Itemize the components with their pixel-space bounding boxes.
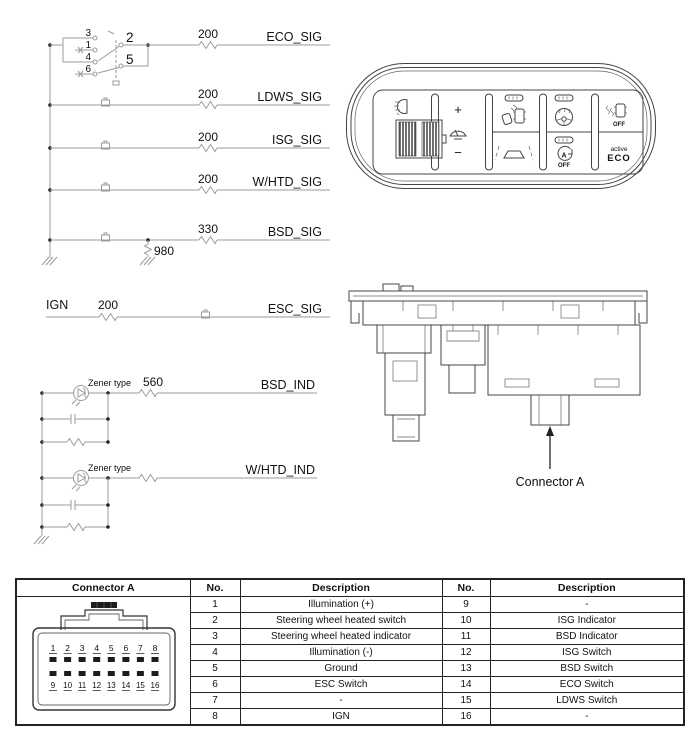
- signal-row-whtd: [50, 172, 330, 194]
- pinout-table: [15, 578, 685, 726]
- pin-description: -: [490, 597, 684, 613]
- switch-pin-label: 1: [85, 40, 91, 51]
- pin-description: Ground: [240, 661, 442, 677]
- isg-off-label: OFF: [558, 163, 570, 169]
- circuit-schematic: [0, 0, 340, 560]
- plus-label: +: [454, 102, 462, 117]
- signal-label: W/HTD_IND: [245, 463, 315, 477]
- signal-label: LDWS_SIG: [257, 90, 322, 104]
- pin-number: 8: [152, 642, 158, 653]
- signal-row-esc: [46, 298, 330, 321]
- signal-row-bsd: [50, 222, 330, 244]
- left-bus-wire: [48, 43, 52, 258]
- signal-label: BSD_SIG: [267, 225, 322, 239]
- resistor-value: 560: [143, 375, 164, 389]
- pin-description: ESC Switch: [240, 677, 442, 693]
- pin-no: 10: [442, 613, 490, 629]
- pin-no: 13: [442, 661, 490, 677]
- table-header-row: [16, 579, 684, 597]
- pin-description: Steering wheel heated switch: [240, 613, 442, 629]
- signal-row-ldws: [50, 87, 330, 109]
- pin-number: 10: [63, 680, 73, 690]
- bsd-indicator-circuit: [42, 375, 317, 446]
- pin-number: 11: [77, 680, 87, 690]
- signal-row-isg: [50, 130, 330, 152]
- pin-description: IGN: [240, 709, 442, 726]
- connector-a-callout: [516, 426, 585, 489]
- switch-symbol: [50, 28, 150, 85]
- pin-no: 1: [190, 597, 240, 613]
- ign-label: IGN: [46, 298, 69, 312]
- pin-no: 4: [190, 645, 240, 661]
- header-no: No.: [190, 579, 240, 597]
- bsd-switch-icon: [502, 95, 526, 125]
- pin-description: LDWS Switch: [490, 693, 684, 709]
- esc-off-switch-icon: [607, 104, 628, 128]
- resistor-value: 200: [197, 27, 219, 41]
- header-description-2: Description: [490, 579, 684, 597]
- indicator-bus-wire: [34, 391, 49, 544]
- arrow-up-icon: [546, 426, 554, 436]
- zener-type-label: Zener type: [88, 378, 132, 388]
- pin-description: Steering wheel heated indicator: [240, 629, 442, 645]
- pin-number: 6: [123, 642, 129, 653]
- connector-a-label: Connector A: [515, 475, 585, 489]
- pin-description: -: [490, 709, 684, 726]
- switch-pin-label: 5: [126, 52, 134, 67]
- header-no-2: No.: [442, 579, 490, 597]
- isg-off-switch-icon: [555, 137, 573, 169]
- isg-letter: A: [561, 152, 567, 160]
- pin-number: 13: [106, 680, 116, 690]
- pin-number: 7: [138, 642, 143, 653]
- switch-pin-label: 3: [85, 28, 91, 39]
- connector-pins: [49, 643, 160, 691]
- header-description: Description: [240, 579, 442, 597]
- pin-number: 12: [92, 680, 102, 690]
- pin-no: 2: [190, 613, 240, 629]
- ground-symbol: [42, 257, 57, 265]
- pin-description: ISG Indicator: [490, 613, 684, 629]
- resistor-value: 200: [197, 172, 219, 186]
- active-label: active: [610, 146, 628, 153]
- crash-pad-switch-panel: [345, 62, 657, 190]
- eco-label: ECO: [607, 153, 631, 164]
- pin-description: Illumination (-): [240, 645, 442, 661]
- header-connector-a: Connector A: [16, 579, 190, 597]
- esc-off-label: OFF: [613, 122, 625, 128]
- signal-row-eco: [123, 27, 330, 49]
- resistor-value: 200: [197, 87, 219, 101]
- pin-number: 9: [50, 680, 56, 690]
- switch-pin-label: 2: [126, 30, 134, 45]
- table-row: [16, 597, 684, 613]
- switch-pin-label: 6: [85, 64, 91, 75]
- whtd-indicator-circuit: [42, 463, 317, 531]
- pin-no: 6: [190, 677, 240, 693]
- panel-housing: [347, 64, 656, 189]
- pin-number: 2: [65, 642, 70, 653]
- pin-no: 3: [190, 629, 240, 645]
- pin-description: -: [240, 693, 442, 709]
- pin-no: 15: [442, 693, 490, 709]
- signal-label: ESC_SIG: [267, 302, 322, 316]
- signal-label: ECO_SIG: [266, 30, 322, 44]
- rear-view-drawing: [349, 284, 647, 441]
- connector-a-pin-diagram: [19, 600, 189, 718]
- illumination-adjust-icon: [450, 102, 466, 160]
- pin-no: 16: [442, 709, 490, 726]
- pin-no: 12: [442, 645, 490, 661]
- pin-no: 7: [190, 693, 240, 709]
- pin-no: 8: [190, 709, 240, 726]
- pin-description: ECO Switch: [490, 677, 684, 693]
- switch-assembly-rear-view: [343, 283, 658, 495]
- resistor-value: 330: [197, 222, 219, 236]
- pin-description: Illumination (+): [240, 597, 442, 613]
- zener-type-label: Zener type: [88, 463, 132, 473]
- pin-number: 1: [50, 642, 56, 653]
- connector-housing: [33, 602, 175, 710]
- resistor-value: 980: [154, 244, 175, 258]
- pin-description: ISG Switch: [490, 645, 684, 661]
- signal-label: BSD_IND: [260, 378, 315, 392]
- resistor-value: 200: [97, 298, 119, 312]
- pin-number: 14: [121, 680, 131, 690]
- resistor-value: 200: [197, 130, 219, 144]
- signal-label: W/HTD_SIG: [252, 175, 322, 189]
- signal-label: ISG_SIG: [271, 133, 322, 147]
- switch-pin-label: 4: [85, 52, 91, 63]
- pin-number: 3: [79, 642, 85, 653]
- pin-no: 9: [442, 597, 490, 613]
- pin-number: 4: [94, 642, 100, 653]
- pin-description: BSD Indicator: [490, 629, 684, 645]
- pin-number: 5: [108, 642, 114, 653]
- pin-no: 11: [442, 629, 490, 645]
- pin-no: 5: [190, 661, 240, 677]
- active-eco-label: [607, 146, 631, 164]
- pin-no: 14: [442, 677, 490, 693]
- pulldown-resistor: [140, 238, 174, 265]
- minus-label: −: [454, 145, 462, 160]
- pin-number: 16: [150, 680, 160, 690]
- pin-description: BSD Switch: [490, 661, 684, 677]
- pin-number: 15: [135, 680, 145, 690]
- connector-a-diagram-cell: [16, 597, 190, 726]
- ldws-switch-icon: [495, 146, 533, 160]
- heated-steering-icon: [555, 95, 573, 126]
